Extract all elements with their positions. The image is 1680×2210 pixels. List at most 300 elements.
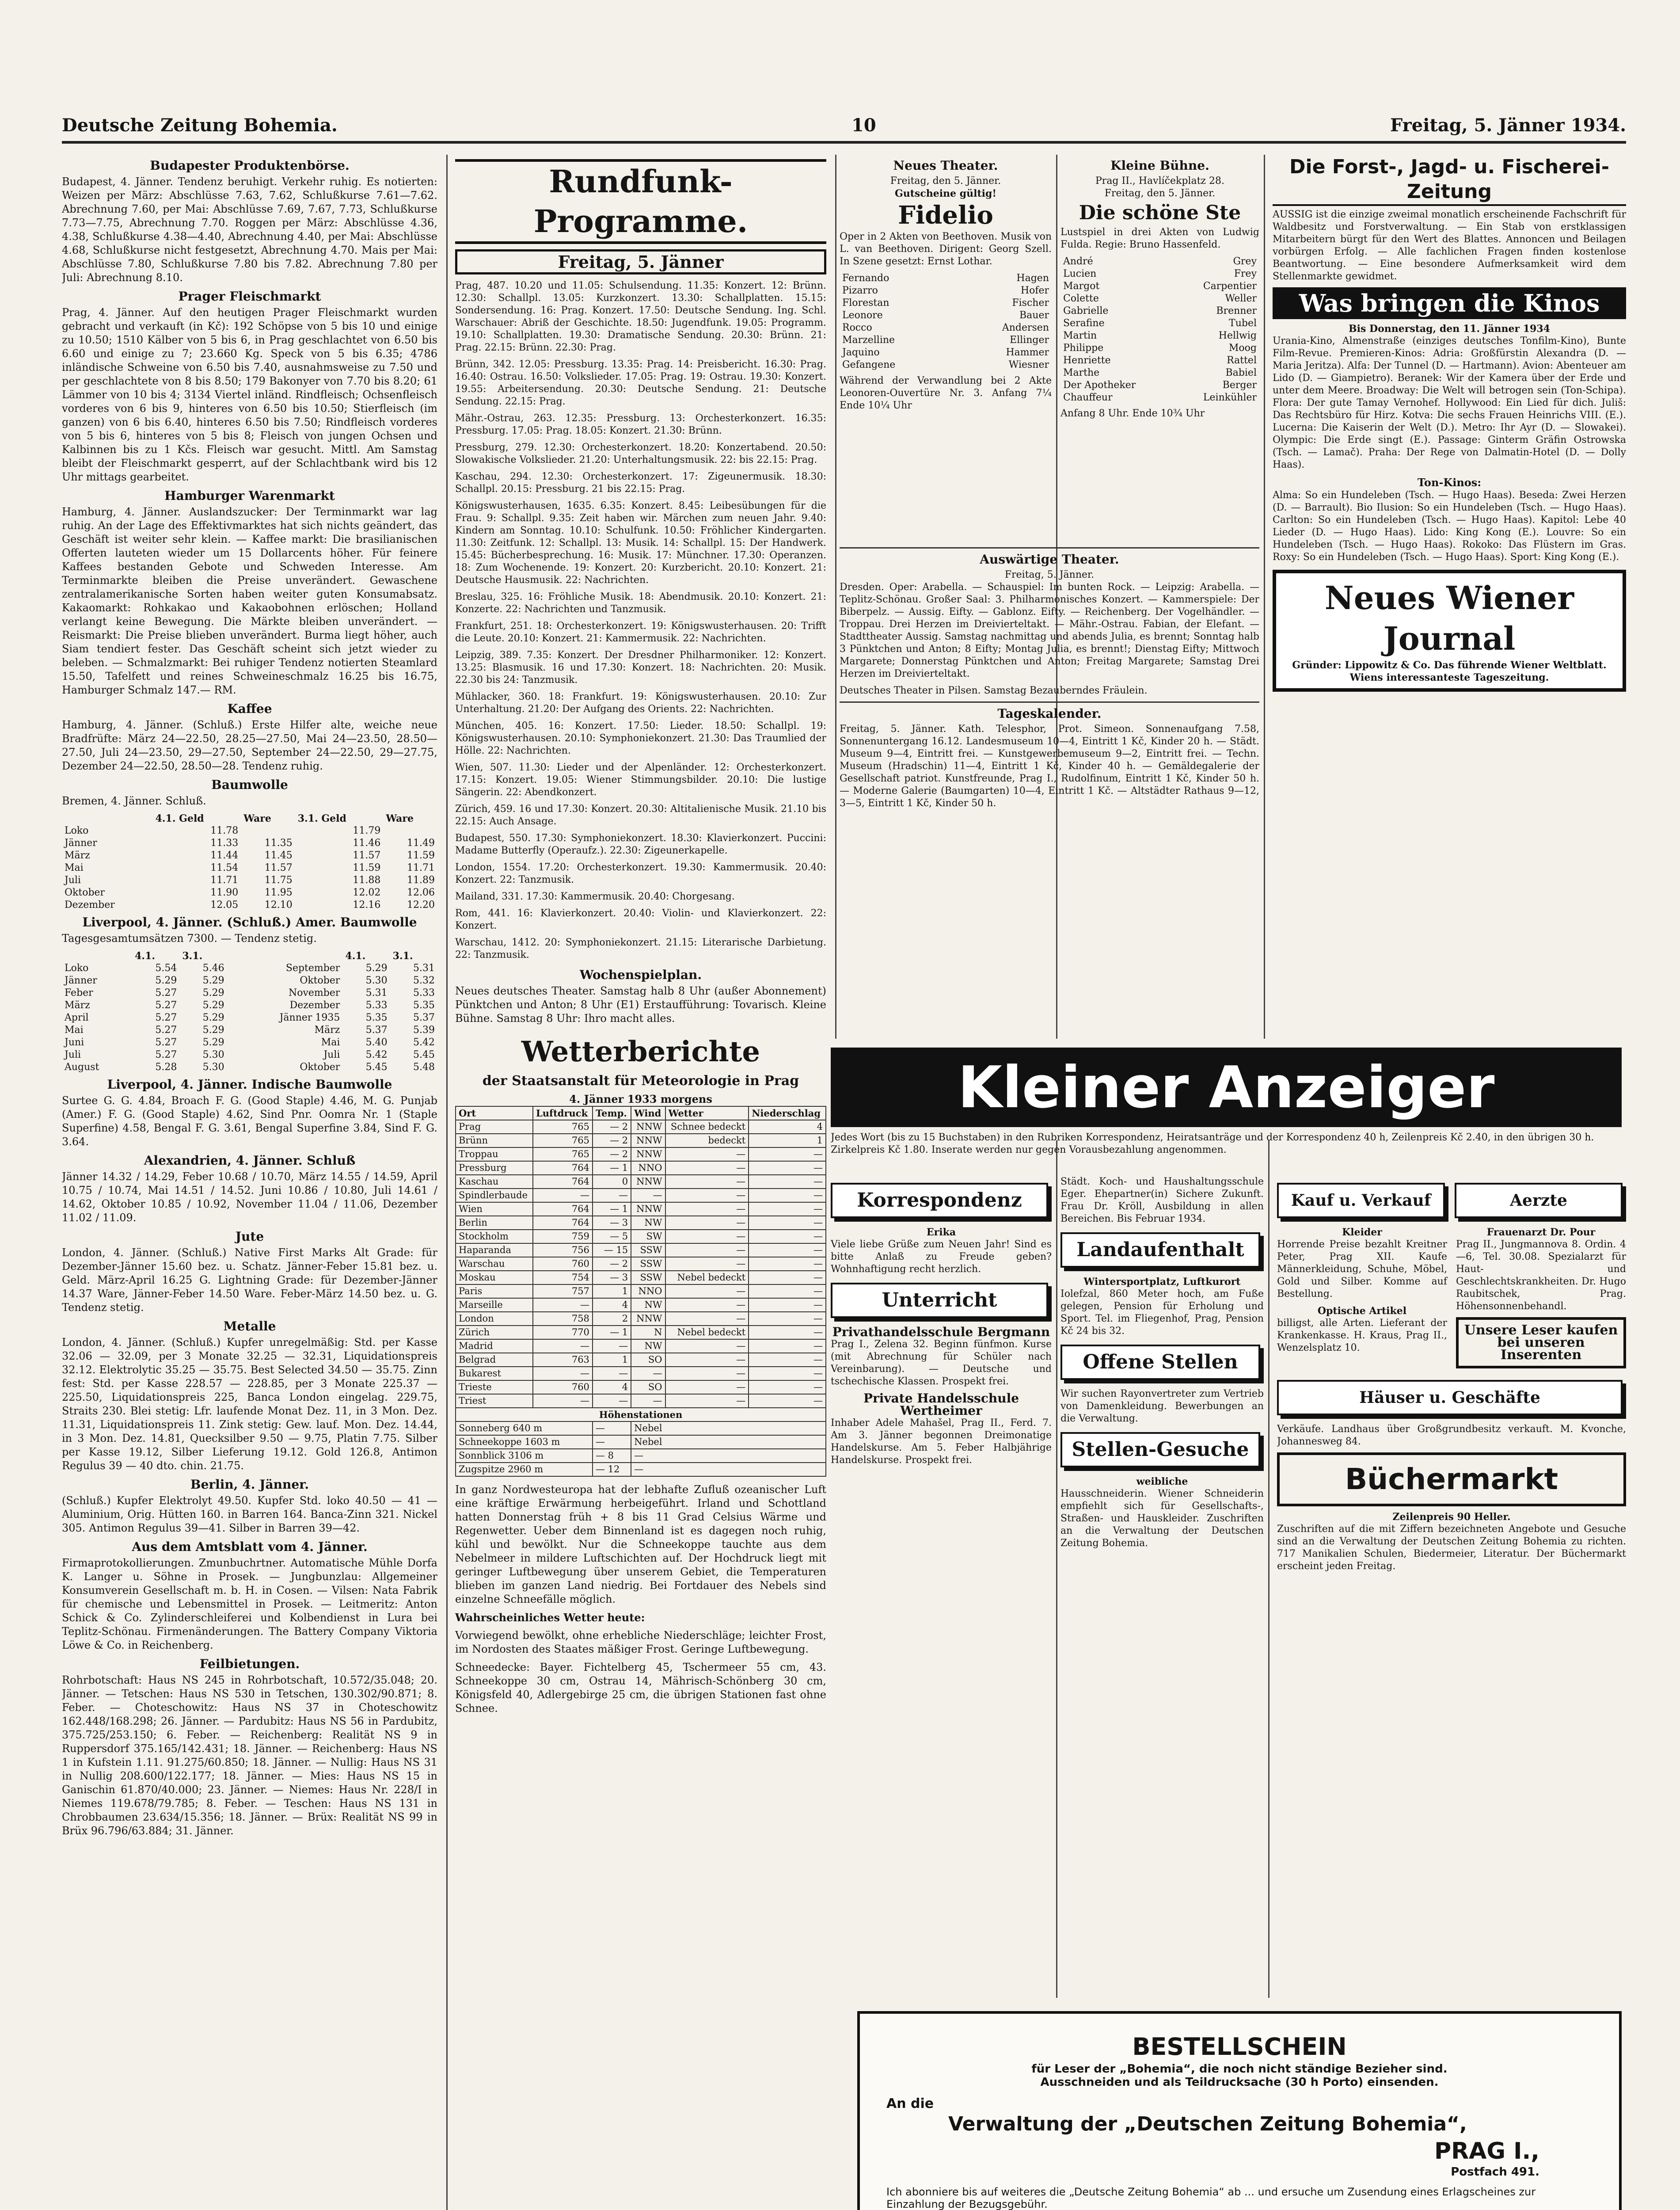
table-cell: Stockholm	[456, 1230, 533, 1243]
category-stellen-gesuche: Stellen-Gesuche	[1060, 1432, 1260, 1467]
table-row	[62, 850, 437, 862]
table-cell: —	[665, 1216, 749, 1230]
radio-station-entry: Rom, 441. 16: Klavierkonzert. 20.40: Violin- und Klavierkonzert. 22: Konzert.	[455, 908, 826, 931]
cast-actor: Frey	[1234, 268, 1257, 279]
table-cell: —	[665, 1175, 749, 1189]
category-unterricht: Unterricht	[831, 1283, 1048, 1318]
table-cell: —	[749, 1216, 826, 1230]
cast-role: Gefangene	[842, 359, 896, 370]
table-cell: Trieste	[456, 1380, 533, 1394]
table-cell: 5.42	[365, 1049, 388, 1060]
table-cell: 11.45	[264, 850, 293, 861]
cast-role: Leonore	[842, 310, 883, 321]
table-cell: Wien	[456, 1202, 533, 1216]
table-cell: 757	[533, 1284, 593, 1298]
section-text: Freitag, 5. Jänner. Kath. Telesphor, Prot. Simeon. Sonnenaufgang 7.58, Sonnenuntergang 16.12. Landesmuseum 10—4, Eintritt 1 Kč, Kinder 20 h. — Städt. Museum 9—4, Eintritt frei. — Kunstgewerbemuseum 9—2, Eintritt frei. — Techn. Museum (Hradschin) 11—4, Eintritt 1 Kč, Kinder 40 h. — Gemäldegalerie der Gesellschaft patriot. Kunstfreunde, Prag I., Rudolfinum, Eintritt 1 Kč, Kinder 50 h. — Moderne Galerie (Baumgarten) 10—4, Eintritt 1 Kč. — Altstädter Rathaus 9—12, 3—5, Eintritt 1 Kč, Kinder 50 h.	[840, 724, 1259, 809]
table-header: Luftdruck	[533, 1106, 593, 1120]
table-cell: —	[665, 1284, 749, 1298]
height-station-row	[456, 1435, 826, 1449]
table-cell: 11.89	[407, 875, 435, 886]
cast-actor: Berger	[1222, 380, 1257, 391]
section-text: Bremen, 4. Jänner. Schluß.	[62, 795, 206, 807]
section-title: Berlin, 4. Jänner.	[190, 1477, 309, 1492]
weather-row	[456, 1230, 826, 1243]
section-text: Deutsches Theater in Pilsen. Samstag Bezauberndes Fräulein.	[840, 685, 1148, 696]
section-title: Budapester Produktenbörse.	[150, 158, 350, 173]
radio-station-entry: London, 1554. 17.20: Orchesterkonzert. 19.30: Kammermusik. 20.40: Konzert. 22: Tanzmusik.	[455, 862, 826, 885]
header-date: Freitag, 5. Jänner 1934.	[1390, 115, 1626, 136]
section-title: Alexandrien, 4. Jänner. Schluß	[144, 1153, 356, 1168]
radio-station-entry: Mähr.-Ostrau, 263. 12.35: Pressburg. 13: Orchesterkonzert. 16.35: Pressburg. 17.05: Prag. 18.05: Konzert. 21.30: Brünn.	[455, 413, 826, 436]
table-cell: Mai	[65, 862, 84, 873]
table-cell: 11.71	[407, 862, 435, 873]
radio-station-entry: Mühlacker, 360. 18: Frankfurt. 19: Königswusterhausen. 20.10: Zur Unterhaltung. 21.20: Der Aufgang des Orients. 22: Nachrichten.	[455, 691, 826, 715]
table-cell: 5.42	[413, 1037, 435, 1048]
table-cell: 1	[593, 1284, 631, 1298]
theater-note: Gutscheine gültig!	[894, 188, 997, 199]
weather-subtitle: der Staatsanstalt für Meteorologie in Prag	[482, 1073, 799, 1089]
weather-text: In ganz Nordwesteuropa hat der lebhafte Zufluß ozeanischer Luft eine kräftige Erwärmung herbeigeführt. Irland und Schottland hatten Donnerstag früh + 8 bis 11 Grad Celsius Wärme und Regenwetter. Ueber dem Binnenland ist es dagegen noch ruhig, kühl und bewölkt. Nur die Schneekoppe tauchte aus dem Nebelmeer in mildere Luftschichten auf. Der Hochdruck liegt mit geringer Luftbewegung über unserem Gebiet, die Temperaturen blieben im ganzen Land niedrig. Bei Fortdauer des Nebels sind einzelne Schneefälle möglich.	[455, 1483, 826, 1605]
cast-role: Chauffeur	[1063, 392, 1113, 403]
table-cell	[383, 825, 437, 837]
table-header	[62, 812, 153, 825]
weather-row	[456, 1271, 826, 1284]
section-title: Prager Fleischmarkt	[178, 289, 321, 304]
erika-title: Erika	[926, 1227, 956, 1238]
table-row	[62, 975, 437, 987]
table-cell: 764	[533, 1202, 593, 1216]
table-cell: Moskau	[456, 1271, 533, 1284]
theater-note: Während der Verwandlung bei 2 Akte Leonoren-Ouvertüre Nr. 3. Anfang 7¼ Ende 10¼ Uhr	[840, 375, 1052, 411]
order-text: Ich abonniere bis auf weiteres die „Deutsche Zeitung Bohemia“ ab ... und ersuche um Zusendung eines Erlagscheines zur Einzahlung der Bezugsgebühr.	[886, 2186, 1536, 2210]
table-cell: Oktober	[300, 975, 340, 986]
height-stations-title: Höhenstationen	[456, 1408, 826, 1421]
order-line: für Leser der „Bohemia“, die noch nicht ständige Bezieher sind.	[1031, 2062, 1448, 2076]
table-header: 3.1.	[182, 950, 203, 962]
height-station-row	[456, 1449, 826, 1463]
table-row	[62, 1024, 437, 1036]
section-title: Feilbietungen.	[199, 1657, 300, 1671]
table-row	[62, 962, 437, 975]
section-title: Liverpool, 4. Jänner. (Schluß.) Amer. Baumwolle	[82, 915, 417, 930]
table-cell: Oktober	[300, 1062, 340, 1073]
table-cell: SO	[631, 1380, 665, 1394]
table-cell: 760	[533, 1257, 593, 1271]
table-cell: —	[665, 1257, 749, 1271]
table-cell: 11.59	[353, 862, 381, 873]
cast-row	[1060, 392, 1259, 404]
section-text: Neues deutsches Theater. Samstag halb 8 Uhr (außer Abonnement) Pünktchen und Anton; 8 Uhr (E1) Erstaufführung: Tovarisch. Kleine Bühne. Samstag 8 Uhr: Ihro macht alles.	[455, 985, 826, 1025]
table-row	[62, 1036, 437, 1049]
cast-row	[840, 347, 1052, 359]
weather-row	[456, 1161, 826, 1175]
table-cell: 4	[593, 1380, 631, 1394]
table-header: Ware	[243, 813, 271, 824]
order-line: Ausschneiden und als Teildrucksache (30 h Porto) einsenden.	[1040, 2076, 1439, 2089]
cast-actor: Brenner	[1216, 305, 1257, 316]
table-cell: — 3	[593, 1271, 631, 1284]
table-cell: Marseille	[456, 1298, 533, 1312]
table-cell: Spindlerbaude	[456, 1189, 533, 1202]
section-title: Metalle	[223, 1319, 276, 1334]
weather-outlook: Vorwiegend bewölkt, ohne erhebliche Niederschläge; leichter Frost, im Nordosten des Staates mäßiger Frost. Geringe Luftbewegung.	[455, 1629, 826, 1655]
anzeiger-intro: Jedes Wort (bis zu 15 Buchstaben) in den Rubriken Korrespondenz, Heiratsanträge und der Korrespondenz 40 h, Zeilenpreis Kč 2.40, in den übrigen 30 h. Zirkelpreis Kč 1.80. Inserate werden nur gegen Vorausbezahlung angenommen.	[831, 1132, 1594, 1155]
table-cell: 5.28	[155, 1062, 177, 1073]
cast-role: Fernando	[842, 273, 889, 284]
table-cell: Pressburg	[456, 1161, 533, 1175]
column-rule	[1268, 1140, 1270, 1998]
anzeiger-left-column	[831, 1176, 1052, 1998]
cast-row	[840, 297, 1052, 309]
table-cell: 5.32	[413, 975, 435, 986]
table-header: 4.1.	[135, 950, 156, 962]
table-cell: 5.45	[413, 1049, 435, 1060]
buechermarkt-text: Zuschriften auf die mit Ziffern bezeichneten Angebote und Gesuche sind an die Verwaltung der Deutschen Zeitung Bohemia zu richten. 717 Manikalien Schulen, Biedermeier, Literatur. Der Büchermarkt erscheint jeden Freitag.	[1277, 1524, 1626, 1572]
table-cell: Oktober	[65, 887, 105, 898]
kino-text: Urania-Kino, Almenstraße (einziges deutsches Tonfilm-Kino), Bunte Film-Revue. Premieren-Kinos: Adria: Großfürstin Alexandra (D. — Maria Jeritza). Alfa: Der Tunnel (D. — Hartmann). Avion: Abenteuer am Lido (D. — Giampietro). Beranek: Wir der Kamera über der Erde und unter dem Meere. Broadway: Die Welt will betrogen sein (Ton-Schipa). Flora: Der gute Tamay Vernohef. Hollywood: Ein Lied für dich. Juliš: Das Rechtsbüro für Hirz. Kotva: Die sechs Frauen Heinrichs VIII. (E.). Lucerna: Die Kaiserin der Welt (D.). Metro: Ihr Ayr (D. — Slowakei). Olympic: Die Erde singt (E.). Passage: Ginterm Gräfin Ostrowska (Tsch. — Lamač). Praha: Der Rege von Dalmatin-Hotel (D. — Dolly Haas).	[1273, 335, 1626, 470]
table-cell: 12.20	[407, 899, 435, 911]
cast-actor: Grey	[1233, 256, 1257, 267]
table-cell: —	[593, 1367, 631, 1380]
cast-role: Margot	[1063, 281, 1100, 292]
cast-row	[1060, 293, 1259, 305]
table-header: 4.1. Geld	[155, 813, 204, 824]
cast-actor: Wiesner	[1008, 359, 1049, 370]
radio-station-entry: Leipzig, 389. 7.35: Konzert. Der Dresdner Philharmoniker. 12: Konzert. 13.25: Blasmusik. 16 und 17.30: Konzert. 18: Nachrichten. 20: Musik. 22.30 bis 24: Tanzmusik.	[455, 650, 826, 686]
weather-row	[456, 1175, 826, 1189]
table-cell: Juli	[65, 1049, 81, 1060]
table-cell: 764	[533, 1161, 593, 1175]
cast-role: Jaquino	[842, 347, 880, 358]
category-landaufenthalt: Landaufenthalt	[1060, 1232, 1260, 1268]
korr-text: Städt. Koch- und Haushaltungsschule Eger. Ehepartner(in) Sichere Zukunft. Frau Dr. Kröll, Ausbildung in allen Bereichen. Bis Februar 1934.	[1060, 1176, 1264, 1224]
table-cell: SO	[631, 1353, 665, 1367]
table-cell: Jänner	[65, 975, 97, 986]
table-cell: September	[285, 963, 340, 974]
section-title: Hamburger Warenmarkt	[164, 488, 335, 503]
table-cell: NNW	[631, 1312, 665, 1326]
cast-actor: Weller	[1225, 293, 1257, 304]
table-cell: Mai	[321, 1037, 340, 1048]
weather-title: Wetterberichte	[521, 1035, 760, 1068]
cast-role: Henriette	[1063, 355, 1111, 366]
school-text: Inhaber Adele Mahašel, Prag II., Ferd. 7. Am 3. Jänner begonnen Dreimonatige Handelskurse. Am 5. Feber Halbjährige Handelskurse. Prospekt frei.	[831, 1417, 1052, 1466]
height-station-row	[456, 1463, 826, 1476]
table-cell: Bukarest	[456, 1367, 533, 1380]
table-cell: —	[665, 1312, 749, 1326]
table-cell: 11.57	[264, 862, 293, 873]
table-cell: 760	[533, 1380, 593, 1394]
table-cell: N	[631, 1326, 665, 1339]
column-rule	[1056, 1140, 1057, 1998]
order-title: BESTELLSCHEIN	[1132, 2033, 1347, 2061]
table-cell: —	[749, 1271, 826, 1284]
table-cell: 5.48	[413, 1062, 435, 1073]
tonkino-title: Ton-Kinos:	[1417, 476, 1482, 489]
section-text: Prag, 4. Jänner. Auf den heutigen Prager Fleischmarkt wurden gebracht und verkauft (in Kč): 192 Schöpse von 5 bis 10 und einige zu 10.50; 1510 Kälber von 5 bis 6, in Prag geschlachtet von 6.50 bis 6.60 und einige zu 7; 23.660 Kg. Speck von 5 bis 6.35; 4786 inländische Schweine von 6.50 bis 7.40, ausnahmsweise zu 7.50 und per geschlachtete von 8 bis 8.50; 179 Bakonyer von 7.70 bis 8.20; 61 Lämmer von 10 bis 4; 3134 Viertel inländ. Rindfleisch; Ochsenfleisch vorderes von 6 bis 9, hinteres von 6.50 bis 10.50; Stierfleisch (im ganzen) von 6 bis 6.40, hinteres 6.50 bis 7.50; Rindfleisch vorderes von 5 bis 6, hinteres von 5 bis 8; Fleisch von jungen Ochsen und Kalbinnen bis zu 1 Kčs. Fleisch war gesucht. Mittl. Am Samstag bleibt der Fleischmarkt gesperrt, auf der Schlachtbank wird bis 12 Uhr mittags gearbeitet.	[62, 306, 437, 483]
category-row	[1277, 1176, 1626, 1226]
table-cell: NNO	[631, 1284, 665, 1298]
table-cell: 12.16	[353, 899, 381, 911]
cast-actor: Moog	[1228, 343, 1257, 354]
table-cell: Nebel bedeckt	[665, 1326, 749, 1339]
section-title: Kaffee	[227, 701, 272, 716]
table-cell: Haparanda	[456, 1243, 533, 1257]
weather-row	[456, 1257, 826, 1271]
order-to: An die	[886, 2096, 934, 2111]
table-cell: 765	[533, 1120, 593, 1134]
table-cell: Sonneberg 640 m	[456, 1421, 593, 1435]
journal-ad	[1273, 570, 1626, 692]
table-cell: NNW	[631, 1202, 665, 1216]
cast-role: Florestan	[842, 297, 889, 309]
table-cell: 5.39	[413, 1025, 435, 1036]
cast-row	[840, 272, 1052, 285]
radio-station-entry: Kaschau, 294. 12.30: Orchesterkonzert. 17: Zigeunermusik. 18.30: Schallpl. 20.15: Pressburg. 21 bis 22.15: Prag.	[455, 471, 826, 495]
cast-role: Colette	[1063, 293, 1099, 304]
kauf-aerzte-row	[1277, 1226, 1626, 1373]
table-cell: 11.44	[210, 850, 239, 861]
table-row	[62, 899, 437, 911]
table-cell: 5.33	[365, 1000, 388, 1011]
column-rule	[835, 155, 836, 1039]
weather-row	[456, 1243, 826, 1257]
cast-row	[840, 359, 1052, 371]
table-cell: NNW	[631, 1147, 665, 1161]
table-cell: 758	[533, 1312, 593, 1326]
table-cell: —	[593, 1339, 631, 1353]
table-cell: —	[749, 1175, 826, 1189]
ads-column	[1273, 155, 1626, 1039]
theater-play: Fidelio	[898, 201, 993, 230]
table-cell: Dezember	[289, 1000, 340, 1011]
table-cell: 5.30	[202, 1049, 224, 1060]
table-header: 4.1.	[345, 950, 366, 962]
cast-role: Gabrielle	[1063, 305, 1109, 316]
theater-address: Prag II., Havlíčekplatz 28.	[1095, 175, 1224, 187]
table-cell: —	[749, 1161, 826, 1175]
cast-role: Philippe	[1063, 343, 1104, 354]
table-cell: —	[631, 1367, 665, 1380]
cast-row	[840, 309, 1052, 322]
table-cell: 1	[749, 1134, 826, 1147]
weather-date: 4. Jänner 1933 morgens	[569, 1093, 712, 1105]
kino-subtitle: Bis Donnerstag, den 11. Jänner 1934	[1349, 323, 1550, 335]
cast-actor: Bauer	[1019, 310, 1049, 321]
weather-row	[456, 1394, 826, 1408]
cast-role: Lucien	[1063, 268, 1097, 279]
section-text: Hamburg, 4. Jänner. Auslandszucker: Der Terminmarkt war lag ruhig. An der Lage des Effektivmarktes hat sich nichts geändert, das Geschäft ist weiter sehr klein. — Kaffee markt: Die brasilianischen Offerten lauteten wieder um 15 Dollarcents höher. Für feinere Kaffees bestanden Gebote und Schweden Interesse. Am Terminmarkte bleiben die Preise unverändert. Gewaschene zentralamerikanische Sorten haben weiter guten Konsumabsatz. Kakaomarkt: Rohkakao und Kakaobohnen erlöschen; Holland verlangt keine Bewegung. Die Märkte bleiben unverändert. — Reismarkt: Die Preise blieben unverändert. Burma liegt höher, auch Siam tendiert fester. Das Geschäft scheint sich jetzt wieder zu beleben. — Schmalzmarkt: Bei ruhiger Tendenz notierten Steamlard 15.50, Tafelfett und reines Schweineschmalz 16.25 bis 16.75, Hamburger Schmalz 147.— RM.	[62, 506, 437, 696]
table-cell: — 1	[593, 1202, 631, 1216]
table-cell: —	[665, 1147, 749, 1161]
table-cell: —	[665, 1394, 749, 1408]
table-cell: 5.27	[155, 1012, 177, 1023]
table-cell: Loko	[65, 963, 89, 974]
theater-title: Neues Theater.	[893, 158, 998, 173]
section-text: Dresden. Oper: Arabella. — Schauspiel: Im bunten Rock. — Leipzig: Arabella. — Teplitz-Schönau. Großer Saal: 3. Philharmonisches Konzert. — Kammerspiele: Der Biberpelz. — Aussig. Eifty. — Gablonz. Eifty. — Reichenberg. Der Vogelhändler. — Troppau. Drei Herzen im Dreivierteltakt. — Mähr.-Ostrau. Fabian, der Elefant. — Stadttheater Aussig. Samstag nachmittag und abends Julia, es brennt; Sonntag halb 3 Pünktchen und Anton; 8 Eifty; Montag Julia, es brennt!; Dienstag Eifty; Mittwoch Margarete; Donnerstag Pünktchen und Anton; Freitag Margarete; Samstag Drei Herzen im Dreivierteltakt.	[840, 582, 1259, 679]
weather-table	[455, 1106, 826, 1477]
page-header	[62, 113, 1626, 144]
table-cell: 5.29	[202, 1012, 224, 1023]
radio-station-entry: Breslau, 325. 16: Fröhliche Musik. 18: Abendmusik. 20.10: Konzert. 21: Konzerte. 22: Nachrichten und Tanzmusik.	[455, 591, 826, 615]
table-cell: 11.49	[407, 838, 435, 849]
table-cell: 12.06	[407, 887, 435, 898]
table-cell: —	[631, 1189, 665, 1202]
table-cell: 5.29	[155, 975, 177, 986]
section-text: Hamburg, 4. Jänner. (Schluß.) Erste Hilfer alte, weiche neue Bradfrüfte: März 24—22.50, 28.25—27.50, Mai 24—23.50, 28.50—27.50, Juli 24—23.50, 29—27.50, September 24—22.50, 29—27.75, Dezember 24—22.50, 28.50—28. Tendenz ruhig.	[62, 719, 437, 772]
header-newspaper-name: Deutsche Zeitung Bohemia.	[62, 115, 338, 136]
winter-text: Iolefzal, 860 Meter hoch, am Fuße gelegen, Pension für Erholung und Sport. Tel. im Fliegenhof, Prag, Pension Kč 24 bis 32.	[1060, 1288, 1264, 1337]
table-cell: 5.40	[365, 1037, 388, 1048]
cast-actor: Hofer	[1020, 285, 1049, 296]
cast-row	[1060, 354, 1259, 367]
table-cell: 5.29	[202, 975, 224, 986]
table-cell: 11.79	[353, 825, 381, 836]
table-cell: —	[665, 1339, 749, 1353]
table-cell: 764	[533, 1216, 593, 1230]
kleiner-anzeiger-banner: Kleiner Anzeiger	[831, 1048, 1622, 1127]
table-cell: 11.78	[210, 825, 239, 836]
radio-station-entry: Wien, 507. 11.30: Lieder und der Alpenländer. 12: Orchesterkonzert. 17.15: Konzert. 19.05: Wiener Stimmungsbilder. 20.10: Die lustige Sängerin. 22: Abendkonzert.	[455, 762, 826, 798]
table-cell: —	[533, 1394, 593, 1408]
section-title: Auswärtige Theater.	[840, 547, 1259, 567]
cast-actor: Andersen	[1002, 322, 1049, 333]
table-cell: Dezember	[65, 899, 115, 911]
table-cell: —	[749, 1394, 826, 1408]
cast-row	[840, 334, 1052, 347]
table-header: 3.1.	[392, 950, 413, 962]
school-text: Prag I., Zelena 32. Beginn fünfmon. Kurse (mit Abrechnung für Schüler nach Vereinbarung). — Deutsche und tschechische Klassen. Prospekt frei.	[831, 1339, 1052, 1387]
radio-station-entry: Frankfurt, 251. 18: Orchesterkonzert. 19: Königswusterhausen. 20: Trifft die Leute. 20.10: Konzert. 21: Kammermusik. 22: Nachrichten.	[455, 621, 826, 644]
table-cell: Feber	[65, 987, 93, 998]
table-cell: —	[665, 1230, 749, 1243]
table-cell: 12.05	[210, 899, 239, 911]
table-cell: 11.35	[264, 838, 293, 849]
table-cell: 5.27	[155, 1037, 177, 1048]
gesuch-title: weibliche	[1136, 1476, 1188, 1487]
section-date: Freitag, 5. Jänner.	[1004, 569, 1095, 580]
cast-row	[1060, 280, 1259, 293]
table-cell: 5.37	[413, 1012, 435, 1023]
table-row	[62, 1012, 437, 1024]
kino-title: Was bringen die Kinos	[1273, 287, 1626, 319]
cast-actor: Hellwig	[1218, 330, 1257, 341]
theater-date: Freitag, den 5. Jänner.	[890, 175, 1001, 187]
anzeiger-middle-column	[1060, 1176, 1264, 1998]
table-cell: August	[65, 1062, 99, 1073]
table-cell: —	[749, 1367, 826, 1380]
table-header: Niederschlag	[749, 1106, 826, 1120]
table-cell: —	[593, 1394, 631, 1408]
aerzte-text: Prag II., Jungmannova 8. Ordin. 4—6, Tel. 30.08. Spezialarzt für Haut- und Geschlechtskrankheiten. Dr. Hugo Raubitschek, Prag. Höhensonnenbehandl.	[1456, 1239, 1626, 1312]
kauf-title: Kleider	[1342, 1227, 1382, 1238]
section-text: (Schluß.) Kupfer Elektrolyt 49.50. Kupfer Std. loko 40.50 — 41 — Aluminium, Orig. Hütten 160. in Barren 164. Banca-Zinn 321. Nickel 305. Antimon Regulus 39—41. Silber in Barren 39—42.	[62, 1494, 437, 1534]
radio-station-entry: Mailand, 331. 17.30: Kammermusik. 20.40: Chorgesang.	[455, 891, 735, 902]
table-cell: — 12	[593, 1463, 631, 1476]
table-cell: 764	[533, 1175, 593, 1189]
table-cell: 4	[749, 1120, 826, 1134]
cast-actor: Ellinger	[1010, 335, 1049, 346]
table-cell: 5.54	[155, 963, 177, 974]
table-cell: —	[665, 1189, 749, 1202]
table-cell: Juni	[65, 1037, 84, 1048]
table-cell: London	[456, 1312, 533, 1326]
table-cell: —	[533, 1298, 593, 1312]
radio-station-list	[455, 280, 826, 961]
table-header: Ort	[456, 1106, 533, 1120]
table-cell: —	[631, 1449, 826, 1463]
theater-play: Die schöne Ste	[1079, 202, 1241, 224]
table-cell: Triest	[456, 1394, 533, 1408]
table-cell: — 1	[593, 1326, 631, 1339]
table-cell: 11.95	[264, 887, 293, 898]
table-cell: 5.35	[413, 1000, 435, 1011]
table-cell: —	[749, 1243, 826, 1257]
table-cell: —	[749, 1147, 826, 1161]
table-cell: — 15	[593, 1243, 631, 1257]
table-cell: Sonnblick 3106 m	[456, 1449, 593, 1463]
table-row	[62, 825, 437, 837]
table-cell: —	[533, 1367, 593, 1380]
radio-station-entry: München, 405. 16: Konzert. 17.50: Lieder. 18.50: Schallpl. 19: Königswusterhausen. 20.10: Symphoniekonzert. 21.30: Das Traumlied der Hölle. 22: Nachrichten.	[455, 720, 826, 756]
table-cell: Madrid	[456, 1339, 533, 1353]
journal-text: Gründer: Lippowitz & Co. Das führende Wiener Weltblatt. Wiens interessanteste Tageszeitung.	[1292, 659, 1607, 683]
header-page-number: 10	[851, 115, 876, 136]
cast-row	[840, 322, 1052, 334]
weather-row	[456, 1367, 826, 1380]
table-cell: Mai	[65, 1025, 84, 1036]
cast-row	[1060, 255, 1259, 268]
table-cell: NNW	[631, 1175, 665, 1189]
table-cell: NNO	[631, 1161, 665, 1175]
cast-role: Pizarro	[842, 285, 878, 296]
table-cell: 5.29	[365, 963, 388, 974]
weather-row	[456, 1298, 826, 1312]
table-cell: Nebel bedeckt	[665, 1271, 749, 1284]
cast-row	[840, 285, 1052, 297]
buechermarkt-title: Büchermarkt	[1277, 1452, 1626, 1506]
table-cell: —	[593, 1189, 631, 1202]
table-cell: —	[749, 1284, 826, 1298]
table-header: Wetter	[665, 1106, 749, 1120]
table-cell: Kaschau	[456, 1175, 533, 1189]
table-row	[62, 1049, 437, 1061]
table-cell: 763	[533, 1353, 593, 1367]
weather-row	[456, 1216, 826, 1230]
table-cell: —	[749, 1312, 826, 1326]
category-kauf-verkauf: Kauf u. Verkauf	[1277, 1183, 1445, 1218]
table-cell: 5.35	[365, 1012, 388, 1023]
table-cell: März	[65, 850, 90, 861]
cast-actor: Carpentier	[1203, 281, 1257, 292]
table-cell: SSW	[631, 1243, 665, 1257]
table-header	[227, 950, 343, 962]
optische-text: billigst, alle Arten. Lieferant der Krankenkasse. H. Kraus, Prag II., Wenzelsplatz 10.	[1277, 1318, 1447, 1353]
radio-title: Rundfunk-Programme.	[455, 159, 826, 244]
order-city: PRAG I.,	[1434, 2138, 1539, 2164]
cast-row	[1060, 317, 1259, 330]
cast-row	[1060, 330, 1259, 342]
table-cell: Schneekoppe 1603 m	[456, 1435, 593, 1449]
section-text: London, 4. Jänner. (Schluß.) Native First Marks Alt Grade: für Dezember-Jänner 15.60 bez. u. Schatz. Jänner-Feber 15.81 bez. u. Geld. März-April 16.25 G. Lightning Grade: für Dezember-Jänner 14.37 Ware, Jänner-Feber 14.50 Ware. Feber-März 14.50 bez. u. G. Tendenz stetig.	[62, 1246, 437, 1314]
table-cell: Paris	[456, 1284, 533, 1298]
section-title: Jute	[235, 1229, 264, 1244]
weather-row	[456, 1312, 826, 1326]
section-title: Liverpool, 4. Jänner. Indische Baumwolle	[107, 1077, 392, 1092]
table-cell: —	[749, 1202, 826, 1216]
section-text: London, 4. Jänner. (Schluß.) Kupfer unregelmäßig: Std. per Kasse 32.06 — 32.09, per 3 Monate 32.25 — 32.31, Liquidationspreis 32.12. Elektrolytic 35.25 — 35.75. Best Selected 34.50 — 35.75. Zinn fest: Std. per Kasse 228.57 — 228.85, per 3 Monate 225.37 — 225.50, Liquidationspreis 225, Banca London eingelag. 229.75, Straits 230. Blei stetig: Lfr. laufende Monat Dez. 11, in 3 Mon. Dez. 11.31, Liquidationspreis 11. Zink stetig: Gew. lauf. Mon. Dez. 14.44, in 3 Mon. Dez. 14.81, Quecksilber 9.50 — 9.75, Platin 7.75. Silber per Kasse 19.12, Silber Lieferung 19.12. Gold 126.8, Antimon Regulus 39 — 40 dto. chin. 21.75.	[62, 1336, 437, 1472]
table-cell: — 2	[593, 1134, 631, 1147]
